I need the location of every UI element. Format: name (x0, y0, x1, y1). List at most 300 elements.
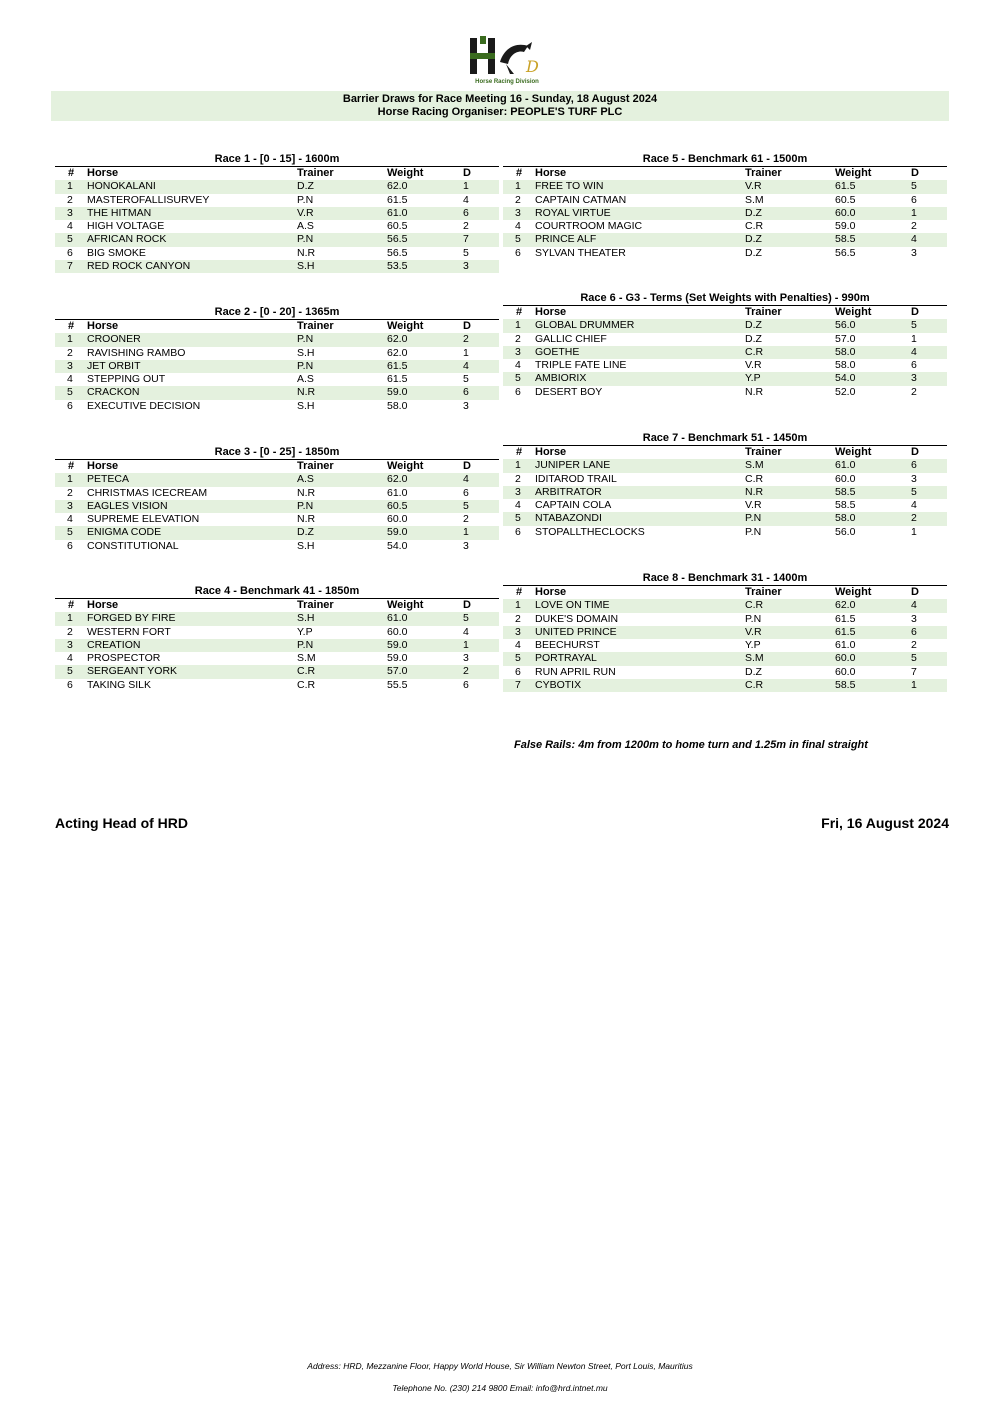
cell-trainer: D.Z (745, 665, 762, 678)
column-header-horse: Horse (87, 460, 119, 472)
table-row (503, 247, 947, 260)
table-row (55, 260, 499, 273)
cell-horse: PRINCE ALF (535, 233, 597, 246)
cell-num: 6 (67, 246, 73, 259)
cell-num: 6 (67, 678, 73, 691)
cell-weight: 60.0 (835, 665, 856, 678)
column-header-draw: D (463, 599, 471, 611)
race-title: Race 1 - [0 - 15] - 1600m (55, 152, 499, 167)
cell-trainer: C.R (297, 665, 316, 678)
column-header-num: # (516, 446, 523, 458)
column-header-weight: Weight (835, 446, 872, 458)
column-header-weight: Weight (387, 599, 424, 611)
table-row (503, 333, 947, 346)
cell-weight: 61.0 (387, 206, 408, 219)
cell-trainer: Y.P (745, 639, 761, 652)
footer-address: Address: HRD, Mezzanine Floor, Happy World House, Sir William Newton Street, Port Louis, Mauritius (307, 1361, 693, 1371)
cell-num: 7 (515, 679, 521, 692)
table-row (503, 486, 947, 499)
cell-num: 6 (67, 399, 73, 412)
cell-weight: 61.0 (835, 459, 856, 472)
column-header-num: # (68, 460, 75, 472)
signature-date: Fri, 16 August 2024 (821, 815, 949, 831)
cell-weight: 59.0 (387, 638, 408, 651)
race-title: Race 6 - G3 - Terms (Set Weights with Penalties) - 990m (503, 291, 947, 306)
cell-num: 5 (515, 372, 521, 385)
cell-trainer: A.S (297, 220, 314, 233)
cell-num: 5 (515, 233, 521, 246)
cell-trainer: D.Z (745, 332, 762, 345)
cell-trainer: V.R (745, 359, 762, 372)
cell-horse: AMBIORIX (535, 372, 587, 385)
table-row (503, 613, 947, 626)
cell-trainer: N.R (745, 485, 764, 498)
cell-draw: 6 (463, 206, 469, 219)
table-row (503, 346, 947, 359)
cell-draw: 5 (463, 499, 469, 512)
header-banner (51, 91, 949, 121)
cell-num: 4 (515, 220, 521, 233)
table-row (55, 639, 499, 652)
cell-trainer: V.R (745, 499, 762, 512)
column-header-trainer: Trainer (745, 586, 782, 598)
column-header-horse: Horse (535, 446, 567, 458)
column-header-draw: D (911, 306, 919, 318)
cell-num: 4 (67, 513, 73, 526)
column-header-trainer: Trainer (745, 167, 782, 179)
table-row (503, 679, 947, 692)
table-row (55, 333, 499, 346)
column-header-weight: Weight (387, 320, 424, 332)
cell-horse: PROSPECTOR (87, 652, 161, 665)
cell-weight: 62.0 (387, 333, 408, 346)
race-column-headers (503, 306, 947, 319)
cell-weight: 61.5 (387, 193, 408, 206)
column-header-weight: Weight (387, 167, 424, 179)
cell-trainer: P.N (297, 333, 314, 346)
column-header-weight: Weight (387, 460, 424, 472)
column-header-num: # (516, 167, 523, 179)
cell-draw: 5 (463, 373, 469, 386)
cell-weight: 52.0 (835, 385, 856, 398)
cell-weight: 60.0 (387, 513, 408, 526)
column-header-weight: Weight (835, 306, 872, 318)
column-header-weight: Weight (835, 167, 872, 179)
race-column-headers (503, 446, 947, 459)
table-row (55, 220, 499, 233)
table-row (55, 207, 499, 220)
cell-horse: JET ORBIT (87, 359, 141, 372)
cell-weight: 60.0 (835, 652, 856, 665)
cell-weight: 60.5 (387, 499, 408, 512)
cell-draw: 6 (463, 486, 469, 499)
cell-draw: 5 (911, 319, 917, 332)
cell-horse: CONSTITUTIONAL (87, 539, 179, 552)
cell-draw: 4 (911, 599, 917, 612)
table-row (503, 386, 947, 399)
race-title: Race 2 - [0 - 20] - 1365m (55, 305, 499, 320)
cell-trainer: P.N (297, 193, 314, 206)
cell-num: 2 (515, 612, 521, 625)
cell-horse: WESTERN FORT (87, 625, 171, 638)
cell-draw: 6 (911, 193, 917, 206)
cell-horse: EXECUTIVE DECISION (87, 399, 201, 412)
cell-horse: GALLIC CHIEF (535, 332, 607, 345)
cell-weight: 61.0 (387, 486, 408, 499)
cell-trainer: S.H (297, 539, 315, 552)
cell-draw: 1 (911, 332, 917, 345)
cell-num: 3 (67, 359, 73, 372)
column-header-num: # (68, 320, 75, 332)
cell-weight: 61.5 (387, 359, 408, 372)
table-row (55, 500, 499, 513)
race-title: Race 7 - Benchmark 51 - 1450m (503, 431, 947, 446)
cell-num: 4 (67, 373, 73, 386)
race-table-5 (503, 152, 947, 260)
cell-num: 3 (67, 206, 73, 219)
cell-trainer: S.M (297, 652, 316, 665)
cell-horse: DESERT BOY (535, 385, 603, 398)
cell-weight: 56.0 (835, 319, 856, 332)
cell-weight: 56.5 (835, 246, 856, 259)
race-column-headers (55, 599, 499, 612)
cell-num: 1 (515, 319, 521, 332)
logo-caption: Horse Racing Division (475, 79, 539, 85)
column-header-draw: D (463, 167, 471, 179)
race-title: Race 4 - Benchmark 41 - 1850m (55, 584, 499, 599)
table-row (55, 360, 499, 373)
cell-horse: PORTRAYAL (535, 652, 597, 665)
cell-horse: THE HITMAN (87, 206, 152, 219)
cell-horse: ENIGMA CODE (87, 526, 162, 539)
table-row (503, 372, 947, 385)
column-header-horse: Horse (87, 320, 119, 332)
cell-draw: 6 (911, 625, 917, 638)
cell-horse: CHRISTMAS ICECREAM (87, 486, 208, 499)
table-row (503, 499, 947, 512)
cell-trainer: V.R (297, 206, 314, 219)
cell-draw: 6 (911, 359, 917, 372)
cell-draw: 1 (911, 206, 917, 219)
cell-weight: 56.5 (387, 233, 408, 246)
cell-trainer: S.H (297, 260, 315, 273)
cell-weight: 57.0 (835, 332, 856, 345)
table-row (55, 180, 499, 193)
cell-num: 6 (515, 665, 521, 678)
cell-weight: 60.5 (387, 220, 408, 233)
cell-trainer: N.R (745, 385, 764, 398)
cell-draw: 3 (463, 399, 469, 412)
cell-horse: FREE TO WIN (535, 180, 604, 193)
race-table-3 (55, 445, 499, 553)
table-row (503, 319, 947, 332)
cell-num: 1 (67, 333, 73, 346)
cell-draw: 4 (463, 473, 469, 486)
race-title: Race 3 - [0 - 25] - 1850m (55, 445, 499, 460)
cell-trainer: N.R (297, 486, 316, 499)
cell-horse: BIG SMOKE (87, 246, 146, 259)
cell-horse: RED ROCK CANYON (87, 260, 191, 273)
cell-draw: 7 (911, 665, 917, 678)
race-column-headers (55, 167, 499, 180)
cell-weight: 60.5 (835, 193, 856, 206)
cell-draw: 5 (911, 485, 917, 498)
table-row (503, 652, 947, 665)
cell-horse: JUNIPER LANE (535, 459, 611, 472)
cell-horse: STEPPING OUT (87, 373, 166, 386)
cell-draw: 2 (463, 220, 469, 233)
cell-num: 5 (515, 652, 521, 665)
race-column-headers (55, 320, 499, 333)
race-title: Race 8 - Benchmark 31 - 1400m (503, 571, 947, 586)
cell-weight: 55.5 (387, 678, 408, 691)
cell-horse: RAVISHING RAMBO (87, 346, 186, 359)
column-header-draw: D (911, 586, 919, 598)
cell-draw: 4 (463, 359, 469, 372)
cell-horse: ARBITRATOR (535, 485, 602, 498)
cell-num: 2 (515, 472, 521, 485)
cell-horse: TRIPLE FATE LINE (535, 359, 627, 372)
cell-trainer: S.M (745, 193, 764, 206)
cell-trainer: S.M (745, 652, 764, 665)
cell-trainer: S.H (297, 399, 315, 412)
cell-trainer: N.R (297, 246, 316, 259)
table-row (503, 359, 947, 372)
cell-trainer: V.R (745, 180, 762, 193)
cell-trainer: C.R (745, 220, 764, 233)
cell-draw: 4 (911, 345, 917, 358)
cell-draw: 4 (463, 193, 469, 206)
cell-num: 6 (515, 525, 521, 538)
race-column-headers (55, 460, 499, 473)
cell-weight: 58.5 (835, 233, 856, 246)
cell-trainer: N.R (297, 513, 316, 526)
cell-horse: FORGED BY FIRE (87, 612, 176, 625)
cell-draw: 2 (911, 385, 917, 398)
cell-weight: 59.0 (387, 386, 408, 399)
column-header-num: # (68, 167, 75, 179)
cell-draw: 5 (911, 180, 917, 193)
cell-horse: PETECA (87, 473, 130, 486)
cell-weight: 58.0 (835, 345, 856, 358)
cell-horse: ROYAL VIRTUE (535, 206, 611, 219)
page-title: Barrier Draws for Race Meeting 16 - Sunday, 18 August 2024 (342, 93, 658, 105)
cell-horse: IDITAROD TRAIL (535, 472, 617, 485)
cell-draw: 2 (463, 333, 469, 346)
cell-horse: GOETHE (535, 345, 580, 358)
table-row (503, 233, 947, 246)
cell-draw: 2 (463, 513, 469, 526)
cell-horse: CAPTAIN COLA (535, 499, 612, 512)
cell-num: 5 (67, 386, 73, 399)
race-table-1 (55, 152, 499, 273)
column-header-num: # (68, 599, 75, 611)
table-row (503, 194, 947, 207)
cell-weight: 61.5 (387, 373, 408, 386)
cell-weight: 58.0 (835, 359, 856, 372)
cell-draw: 5 (463, 612, 469, 625)
column-header-trainer: Trainer (297, 599, 334, 611)
cell-horse: MASTEROFALLISURVEY (87, 193, 210, 206)
table-row (55, 652, 499, 665)
table-row (503, 639, 947, 652)
cell-trainer: A.S (297, 373, 314, 386)
cell-num: 4 (67, 652, 73, 665)
cell-trainer: C.R (745, 599, 764, 612)
organiser-line: Horse Racing Organiser: PEOPLE'S TURF PLC (377, 106, 623, 118)
cell-weight: 61.5 (835, 625, 856, 638)
cell-trainer: V.R (745, 625, 762, 638)
cell-weight: 53.5 (387, 260, 408, 273)
column-header-trainer: Trainer (297, 167, 334, 179)
cell-weight: 58.0 (387, 399, 408, 412)
cell-weight: 56.0 (835, 525, 856, 538)
column-header-draw: D (463, 460, 471, 472)
cell-trainer: C.R (297, 678, 316, 691)
race-table-4 (55, 584, 499, 692)
column-header-num: # (516, 306, 523, 318)
column-header-num: # (516, 586, 523, 598)
cell-trainer: S.H (297, 612, 315, 625)
cell-horse: COURTROOM MAGIC (535, 220, 643, 233)
cell-num: 3 (515, 625, 521, 638)
footer-contact: Telephone No. (230) 214 9800 Email: info@hrd.intnet.mu (392, 1383, 608, 1393)
cell-horse: CAPTAIN CATMAN (535, 193, 627, 206)
cell-draw: 1 (911, 679, 917, 692)
cell-horse: NTABAZONDI (535, 512, 602, 525)
race-title: Race 5 - Benchmark 61 - 1500m (503, 152, 947, 167)
column-header-trainer: Trainer (745, 306, 782, 318)
cell-weight: 61.0 (387, 612, 408, 625)
cell-weight: 59.0 (835, 220, 856, 233)
cell-trainer: Y.P (745, 372, 761, 385)
cell-trainer: Y.P (297, 625, 313, 638)
cell-draw: 1 (463, 526, 469, 539)
cell-draw: 2 (911, 220, 917, 233)
cell-num: 3 (515, 345, 521, 358)
cell-weight: 54.0 (387, 539, 408, 552)
false-rails-note: False Rails: 4m from 1200m to home turn and 1.25m in final straight (514, 739, 868, 751)
cell-draw: 1 (463, 638, 469, 651)
table-row (55, 665, 499, 678)
cell-num: 5 (67, 665, 73, 678)
cell-weight: 59.0 (387, 652, 408, 665)
table-row (503, 220, 947, 233)
cell-num: 6 (515, 246, 521, 259)
cell-trainer: P.N (745, 525, 762, 538)
cell-num: 6 (515, 385, 521, 398)
cell-draw: 2 (911, 512, 917, 525)
table-row (55, 526, 499, 539)
cell-draw: 3 (911, 246, 917, 259)
cell-trainer: P.N (297, 359, 314, 372)
column-header-trainer: Trainer (297, 320, 334, 332)
column-header-trainer: Trainer (745, 446, 782, 458)
cell-num: 4 (67, 220, 73, 233)
cell-weight: 61.0 (835, 639, 856, 652)
cell-num: 2 (67, 346, 73, 359)
table-row (503, 666, 947, 679)
cell-trainer: P.N (297, 499, 314, 512)
cell-num: 2 (515, 193, 521, 206)
cell-num: 3 (515, 485, 521, 498)
table-row (55, 247, 499, 260)
cell-draw: 1 (911, 525, 917, 538)
cell-num: 2 (67, 486, 73, 499)
cell-horse: SERGEANT YORK (87, 665, 178, 678)
cell-num: 3 (515, 206, 521, 219)
cell-trainer: S.H (297, 346, 315, 359)
cell-num: 2 (67, 625, 73, 638)
cell-horse: STOPALLTHECLOCKS (535, 525, 645, 538)
cell-horse: CRACKON (87, 386, 140, 399)
race-table-8 (503, 571, 947, 692)
column-header-draw: D (911, 167, 919, 179)
race-table-6 (503, 291, 947, 399)
table-row (503, 512, 947, 525)
cell-draw: 3 (911, 612, 917, 625)
svg-text:D: D (526, 57, 539, 76)
cell-weight: 60.0 (835, 206, 856, 219)
cell-horse: TAKING SILK (87, 678, 151, 691)
cell-draw: 3 (911, 372, 917, 385)
cell-draw: 6 (463, 678, 469, 691)
cell-draw: 2 (911, 639, 917, 652)
cell-horse: BEECHURST (535, 639, 600, 652)
cell-draw: 3 (911, 472, 917, 485)
cell-horse: UNITED PRINCE (535, 625, 617, 638)
cell-trainer: S.M (745, 459, 764, 472)
cell-horse: SYLVAN THEATER (535, 246, 626, 259)
cell-trainer: C.R (745, 679, 764, 692)
cell-draw: 4 (911, 233, 917, 246)
cell-num: 1 (515, 599, 521, 612)
cell-draw: 6 (463, 386, 469, 399)
cell-draw: 3 (463, 652, 469, 665)
column-header-horse: Horse (535, 306, 567, 318)
table-row (55, 386, 499, 399)
column-header-horse: Horse (87, 599, 119, 611)
cell-draw: 4 (911, 499, 917, 512)
table-row (503, 459, 947, 472)
table-row (55, 233, 499, 246)
cell-trainer: D.Z (745, 233, 762, 246)
cell-num: 2 (67, 193, 73, 206)
cell-weight: 58.0 (835, 512, 856, 525)
cell-horse: HONOKALANI (87, 180, 156, 193)
cell-num: 4 (515, 499, 521, 512)
table-row (55, 194, 499, 207)
race-column-headers (503, 167, 947, 180)
table-row (55, 540, 499, 553)
cell-weight: 58.5 (835, 679, 856, 692)
cell-draw: 3 (463, 260, 469, 273)
table-row (55, 400, 499, 413)
cell-draw: 2 (463, 665, 469, 678)
column-header-weight: Weight (835, 586, 872, 598)
cell-weight: 61.5 (835, 612, 856, 625)
cell-horse: CROONER (87, 333, 141, 346)
cell-weight: 59.0 (387, 526, 408, 539)
table-row (503, 599, 947, 612)
cell-weight: 62.0 (387, 180, 408, 193)
cell-num: 3 (67, 638, 73, 651)
cell-trainer: A.S (297, 473, 314, 486)
cell-trainer: D.Z (745, 319, 762, 332)
cell-horse: CYBOTIX (535, 679, 582, 692)
column-header-horse: Horse (535, 586, 567, 598)
cell-num: 1 (515, 459, 521, 472)
